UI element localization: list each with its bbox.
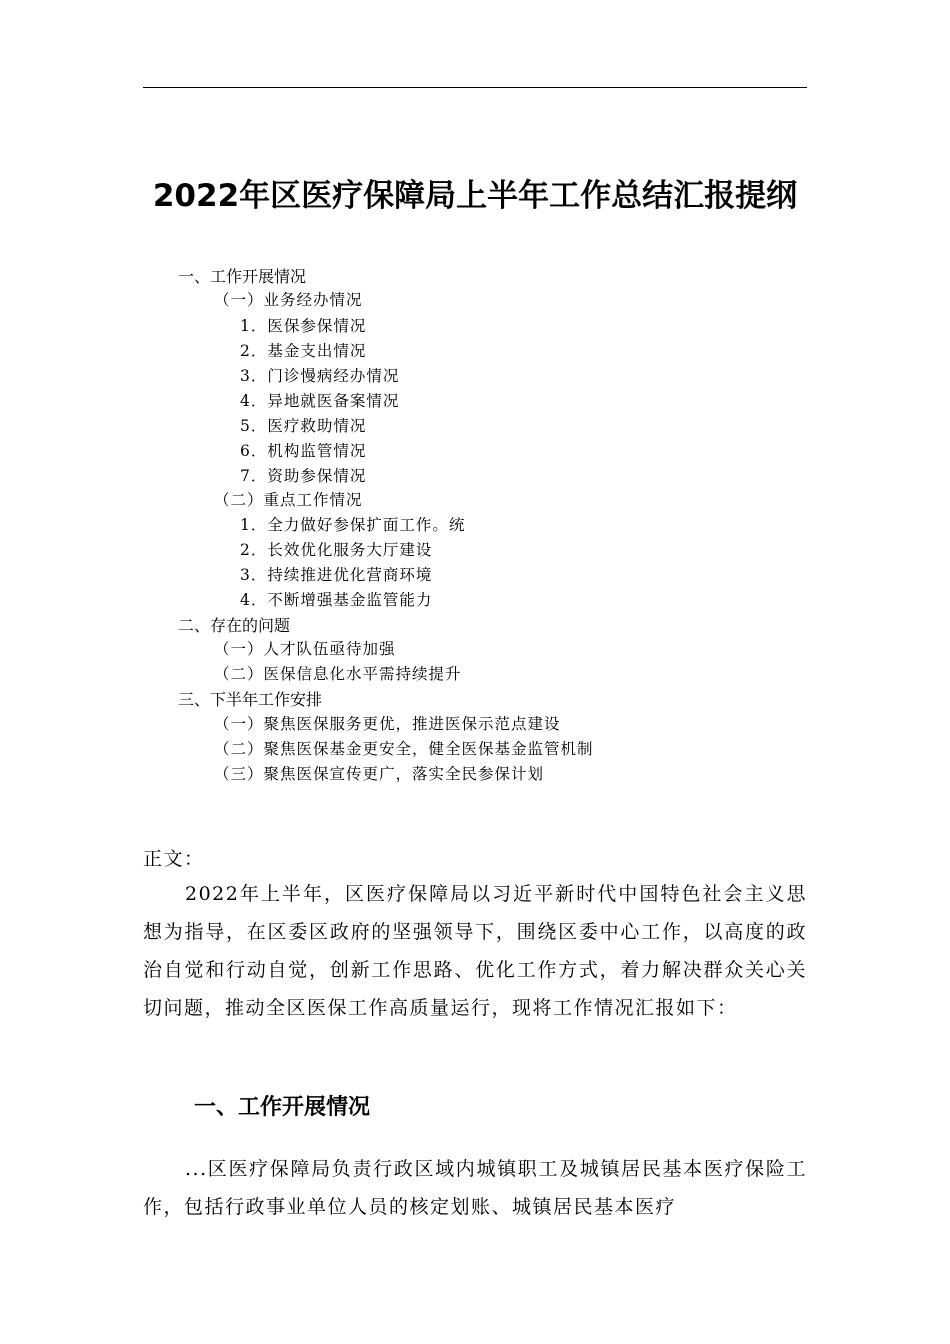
outline-item: 2．基金支出情况 bbox=[240, 342, 367, 360]
outline-item: 一、工作开展情况 bbox=[178, 267, 307, 286]
paragraph: 2022年上半年，区医疗保障局以习近平新时代中国特色社会主义思想为指导，在区委区政府的坚强领导下，围绕区委中心工作，以高度的政治自觉和行动自觉，创新工作思路、优化工作方式，着力解决群众关心关切问题，推动全区医保工作高质量运行，现将工作情况汇报如下： bbox=[143, 883, 807, 1019]
body-label: 正文： bbox=[143, 848, 205, 870]
outline-item: （二）聚焦医保基金更安全，健全医保基金监管机制 bbox=[214, 740, 594, 758]
outline-item: 5．医疗救助情况 bbox=[240, 417, 367, 435]
outline-item: 6．机构监管情况 bbox=[240, 442, 367, 460]
outline-item: 1．医保参保情况 bbox=[240, 317, 367, 335]
outline-item: 三、下半年工作安排 bbox=[178, 690, 323, 709]
outline-item: （三）聚焦医保宣传更广，落实全民参保计划 bbox=[214, 765, 545, 783]
outline-item: 4．不断增强基金监管能力 bbox=[240, 591, 433, 609]
document-title: 2022年区医疗保障局上半年工作总结汇报提纲 bbox=[152, 178, 798, 214]
outline-item: 3．门诊慢病经办情况 bbox=[240, 367, 400, 385]
outline-item: 1．全力做好参保扩面工作。统 bbox=[240, 516, 466, 534]
outline-item: 2．长效优化服务大厅建设 bbox=[240, 541, 433, 559]
paragraph: ...区医疗保障局负责行政区域内城镇职工及城镇居民基本医疗保险工作，包括行政事业单位人员的核定划账、城镇居民基本医疗 bbox=[143, 1158, 807, 1218]
outline-item: 二、存在的问题 bbox=[178, 616, 291, 635]
section-heading: 一、工作开展情况 bbox=[194, 1095, 371, 1120]
header-rule bbox=[143, 87, 807, 88]
outline-item: （二）重点工作情况 bbox=[214, 491, 363, 509]
outline-item: 3．持续推进优化营商环境 bbox=[240, 566, 433, 584]
outline-item: （一）人才队伍亟待加强 bbox=[214, 640, 396, 658]
outline-item: 7．资助参保情况 bbox=[240, 467, 367, 485]
outline-item: （一）业务经办情况 bbox=[214, 291, 363, 309]
outline-item: （一）聚焦医保服务更优，推进医保示范点建设 bbox=[214, 715, 561, 733]
outline-item: （二）医保信息化水平需持续提升 bbox=[214, 665, 462, 683]
outline-item: 4．异地就医备案情况 bbox=[240, 392, 400, 410]
